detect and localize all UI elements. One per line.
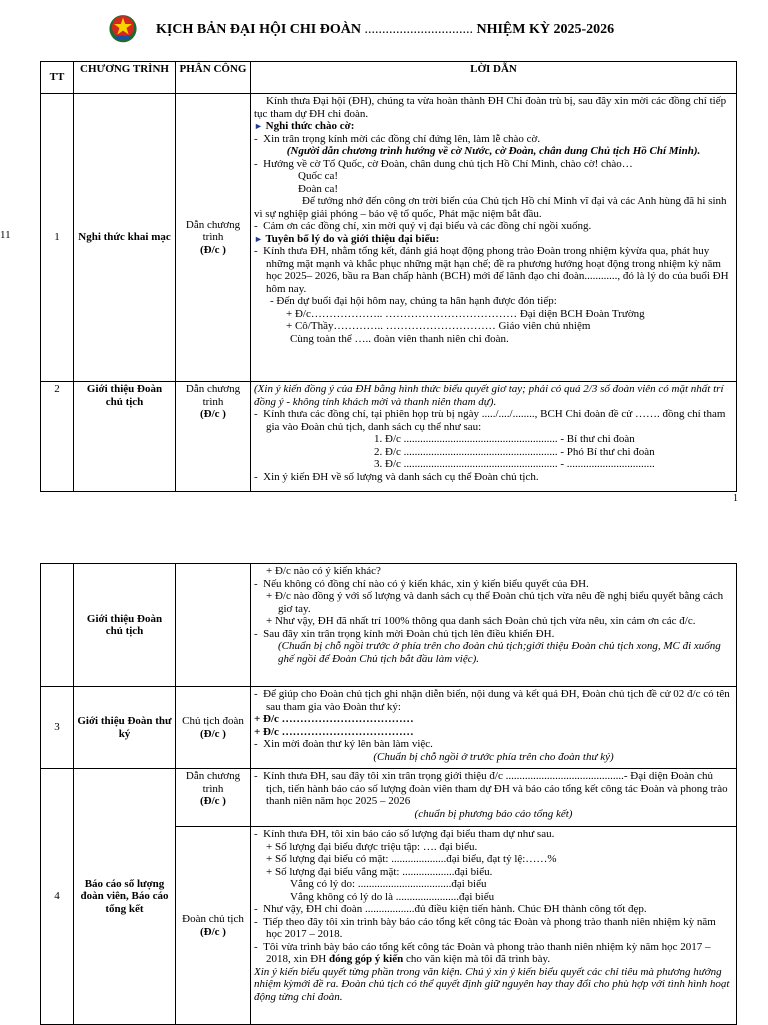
speech-line: - Như vậy, ĐH chi đoàn ..................đủ điều kiện tiến hành. Chúc ĐH thành công tốt đẹp. (254, 903, 647, 915)
role-assignee: (Đ/c ) (200, 243, 226, 256)
speech-line: Vắng có lý do: ..................................đại biểu (290, 878, 487, 890)
title-dots: ............................... (364, 22, 473, 37)
header-program: CHƯƠNG TRÌNH (74, 62, 176, 94)
row-tt: 2 (41, 382, 74, 492)
heading-text: Nghi thức chào cờ: (265, 120, 355, 132)
speech-line: - Kính thưa ĐH, sau đây tôi xin trân trọng giới thiệu đ/c ...........................................- Đại diện Đoàn chủ tịch, tiến hành báo cáo số lượng đoàn viên tham dự ĐH và báo cáo tổng kết công tác Đoàn và phong trào thanh niên năm học 2025 – 2026 (254, 770, 728, 807)
speech-line: Cùng toàn thể ….. đoàn viên thanh niên chi đoàn. (290, 332, 509, 345)
role-label: Dẫn chương trình (185, 218, 241, 244)
speech-line: + Đ/c……………….. ……………………………… Đại diện BCH Đoàn Trường (286, 307, 645, 320)
speech-note: (Người dẫn chương trình hướng về cờ Nước, cờ Đoàn, chân dung Chủ tịch Hồ Chí Minh). (286, 145, 701, 157)
speech-line: + Số lượng đại biểu được triệu tập: …. đại biểu. (266, 840, 478, 853)
header-tt: TT (41, 62, 74, 94)
speech-line: + Đ/c nào đồng ý với số lượng và danh sách cụ thể Đoàn chủ tịch vừa nêu đề nghị biểu quyết bằng cách giơ tay. (266, 590, 724, 615)
emphasis-text: đóng góp ý kiến (328, 953, 404, 965)
margin-number: 11 (0, 229, 11, 241)
arrow-bullet-icon: ► (254, 121, 263, 131)
speech-line: 3. Đ/c ........................................................ - ................................ (374, 458, 655, 470)
row-program: Giới thiệu Đoàn chủ tịch (74, 564, 176, 687)
speech-line: - Kính thưa các đồng chí, tại phiên họp trù bị ngày ...../..../........, BCH Chi đoàn đề cử ……. đồng chí tham gia vào Đoàn chủ tịch, danh sách cụ thể như sau: (254, 408, 726, 433)
role-label: Dẫn chương trình (185, 770, 241, 795)
row-role (176, 827, 251, 1025)
speech-line: 1. Đ/c ........................................................ - Bí thư chi đoàn (374, 433, 635, 445)
speech-line: + Số lượng đại biểu vắng mặt: ...................đại biểu. (266, 865, 493, 878)
row-role (176, 382, 251, 492)
speech-note: (Chuẩn bị chỗ ngồi trước ở phía trên cho đoàn chủ tịch;giới thiệu Đoàn chủ tịch xong, MC đi xuống ghế ngồi để Đoàn Chủ tịch bắt đầu làm việc). (278, 640, 721, 665)
speech-note: (Xin ý kiến đồng ý của ĐH bằng hình thức biểu quyết giơ tay; phải có quá 2/3 số đoàn viên có mặt nhất trí đồng ý - không tính khách mời và thanh niên tham dự). (254, 383, 724, 408)
row-tt: 1 (41, 94, 74, 382)
speech-note: Xin ý kiến biểu quyết từng phần trong văn kiện. Chú ý xin ý kiến biểu quyết các chỉ tiêu mà phương hướng nhiệm kỳmới đề ra. Đoàn chủ tịch có thể quyết định giữ nguyên hay thay đổi cho phù hợp với tình hình hoạt động từng chi đoàn. (254, 965, 730, 1003)
header-speech: LỜI DẪN (251, 62, 737, 94)
speech-line: - Sau đây xin trân trọng kính mời Đoàn chủ tịch lên điều khiển ĐH. (254, 627, 555, 640)
arrow-bullet-icon: ► (254, 233, 263, 244)
speech-note: (chuẩn bị phương báo cáo tổng kết) (414, 807, 573, 820)
row-role (176, 687, 251, 769)
title-right: NHIỆM KỲ 2025-2026 (476, 22, 615, 37)
row-speech (251, 687, 737, 769)
heading-text: Tuyên bố lý do và giới thiệu đại biểu: (265, 232, 440, 245)
speech-line: + Như vậy, ĐH đã nhất trí 100% thông qua danh sách Đoàn chủ tịch vừa nêu, xin cảm ơn các đ/c. (266, 615, 696, 627)
table-row (41, 564, 737, 687)
row-tt: 3 (41, 687, 74, 769)
role-assignee: (Đ/c ) (200, 727, 226, 740)
document-title (156, 22, 614, 38)
line-text: Như vậy, ĐH chi đoàn ..................đủ điều kiện tiến hành. Chúc ĐH thành công tốt đẹp. (263, 903, 647, 915)
speech-line: - Xin mời đoàn thư ký lên bàn làm việc. (254, 738, 433, 750)
speech-line: - Kính thưa ĐH, tôi xin báo cáo số lượng đại biểu tham dự như sau. (254, 828, 555, 840)
line-text: Xin ý kiến ĐH về số lượng và danh sách cụ thể Đoàn chủ tịch. (263, 470, 539, 483)
line-text: cho văn kiện mà tôi đã trình bày. (403, 953, 551, 965)
youth-union-emblem-icon (106, 10, 140, 44)
row-speech (251, 564, 737, 687)
role-assignee: (Đ/c ) (200, 925, 226, 938)
title-left: KỊCH BẢN ĐẠI HỘI CHI ĐOÀN (156, 22, 361, 37)
speech-line: - Nếu không có đồng chí nào có ý kiến khác, xin ý kiến biểu quyết của ĐH. (254, 577, 589, 590)
role-label: Dẫn chương trình (185, 383, 241, 408)
page-number: 1 (733, 493, 738, 504)
speech-line: - Tôi vừa trình bày báo cáo tổng kết công tác Đoàn và phong trào thanh niên nhiệm kỳ năm học 2017 – 2018, xin ĐH đóng góp ý kiến cho văn kiện mà tôi đã trình bày. (254, 940, 711, 965)
speech-line: Để tưởng nhớ đến công ơn trời biển của Chủ tịch Hồ chí Minh vĩ đại và các Anh hùng đã hi sinh vì sự nghiệp giải phóng – bảo vệ tổ quốc, Phát mặc niệm bắt đầu. (254, 195, 727, 220)
line-text: Cảm ơn các đồng chí, xin mời quý vị đại biểu và các đồng chí ngồi xuống. (263, 220, 592, 232)
row-tt: 4 (41, 769, 74, 1025)
row-speech (251, 827, 737, 1025)
role-label: Chủ tịch đoàn (182, 715, 244, 727)
script-table-page1 (40, 61, 737, 492)
row-speech (251, 94, 737, 382)
table-row (41, 769, 737, 827)
row-role (176, 94, 251, 382)
speech-line: - Xin trân trọng kính mời các đồng chí đứng lên, làm lễ chào cờ. (254, 132, 541, 145)
row-program: Báo cáo số lượng đoàn viên, Báo cáo tổng kết (74, 769, 176, 1025)
speech-line: - Kính thưa ĐH, nhằm tổng kết, đánh giá hoạt động phong trào Đoàn trong nhiệm kỳvừa qua, phát huy những mặt mạnh và khắc phục những mặt hạn chế; đề ra phương hướng hoạt động trong nhiệm kỳ năm học 2025– 2026, bầu ra Ban chấp hành (BCH) mới để lãnh đạo chi đoàn............, đó là lý do của buổi ĐH hôm nay. (254, 245, 729, 295)
line-text: Xin trân trọng kính mời các đồng chí đứng lên, làm lễ chào cờ. (263, 132, 541, 145)
line-text: Để giúp cho Đoàn chủ tịch ghi nhận diễn biến, nội dung và kết quả ĐH, Đoàn chủ tịch đề cử 02 đ/c có tên sau tham gia vào Đoàn thư ký: (263, 688, 730, 713)
speech-line: - Xin ý kiến ĐH về số lượng và danh sách cụ thể Đoàn chủ tịch. (254, 470, 539, 483)
table-row (41, 94, 737, 382)
speech-line: + Đ/c ……………………………… (254, 713, 414, 725)
row-role (176, 769, 251, 827)
speech-line: - Tiếp theo đây tôi xin trình bày báo cáo tổng kết công tác Đoàn và phong trào thanh niên nhiệm kỳ năm học 2017 – 2018. (254, 915, 716, 940)
role-assignee: (Đ/c ) (200, 795, 226, 807)
page-header (0, 8, 768, 48)
speech-note: (Chuẩn bị chỗ ngồi ở trước phía trên cho đoàn thư ký) (373, 750, 614, 763)
role-label: Đoàn chủ tịch (182, 913, 244, 925)
table-header-row (41, 62, 737, 94)
line-text: Tôi vừa trình bày báo cáo tổng kết công tác Đoàn và phong trào thanh niên nhiệm kỳ năm học 2017 – 2018, xin ĐH (263, 940, 711, 965)
line-text: Kính thưa ĐH, sau đây tôi xin trân trọng giới thiệu đ/c ...........................................- Đại diện Đoàn chủ tịch, tiến hành báo cáo số lượng đoàn viên tham dự ĐH và báo cáo tổng kết công tác Đoàn và phong trào thanh niên năm học 2025 – 2026 (263, 770, 728, 807)
speech-line: - Cảm ơn các đồng chí, xin mời quý vị đại biểu và các đồng chí ngồi xuống. (254, 220, 592, 232)
line-text: Sau đây xin trân trọng kính mời Đoàn chủ tịch lên điều khiển ĐH. (263, 627, 555, 640)
row-tt (41, 564, 74, 687)
speech-line: + Cô/Thầy………….. ………………………… Giáo viên chủ nhiệm (286, 320, 591, 332)
speech-line: - Hướng về cờ Tổ Quốc, cờ Đoàn, chân dung chủ tịch Hồ Chí Minh, chào cờ! chào… (254, 157, 633, 170)
speech-line: + Đ/c nào có ý kiến khác? (266, 565, 381, 577)
speech-line: Đoàn ca! (298, 182, 339, 195)
line-text: Hướng về cờ Tổ Quốc, cờ Đoàn, chân dung chủ tịch Hồ Chí Minh, chào cờ! chào… (263, 157, 633, 170)
row-role (176, 564, 251, 687)
row-speech (251, 382, 737, 492)
speech-line: + Số lượng đại biểu có mặt: ....................đại biểu, đạt tỷ lệ:……% (266, 853, 557, 865)
role-assignee: (Đ/c ) (200, 408, 226, 420)
header-role: PHÂN CÔNG (176, 62, 251, 94)
line-text: Xin mời đoàn thư ký lên bàn làm việc. (263, 738, 433, 750)
speech-line: Quốc ca! (298, 170, 339, 182)
line-text: Kính thưa ĐH, tôi xin báo cáo số lượng đại biểu tham dự như sau. (263, 828, 555, 840)
table-row (41, 687, 737, 769)
row-speech (251, 769, 737, 827)
speech-line: - Đến dự buổi đại hội hôm nay, chúng ta hân hạnh được đón tiếp: (270, 295, 557, 307)
speech-line: + Đ/c ……………………………… (254, 725, 414, 738)
line-text: Nếu không có đồng chí nào có ý kiến khác, xin ý kiến biểu quyết của ĐH. (263, 577, 589, 590)
row-program: Giới thiệu Đoàn chủ tịch (74, 382, 176, 492)
speech-line: Vắng không có lý do là .......................đại biểu (290, 890, 495, 903)
speech-heading (254, 233, 733, 246)
row-program: Nghi thức khai mạc (74, 94, 176, 382)
speech-heading (254, 120, 733, 133)
row-program: Giới thiệu Đoàn thư ký (74, 687, 176, 769)
speech-line: Kính thưa Đại hội (ĐH), chúng ta vừa hoàn thành ĐH Chi đoàn trù bị, sau đây xin mời các đồng chí tiếp tục tham dự ĐH chi đoàn. (254, 95, 727, 120)
speech-line: - Để giúp cho Đoàn chủ tịch ghi nhận diễn biến, nội dung và kết quả ĐH, Đoàn chủ tịch đề cử 02 đ/c có tên sau tham gia vào Đoàn thư ký: (254, 688, 730, 713)
table-row (41, 382, 737, 492)
script-table-page2 (40, 563, 737, 1025)
speech-line: 2. Đ/c ........................................................ - Phó Bí thư chi đoàn (374, 445, 655, 458)
line-text: Kính thưa ĐH, nhằm tổng kết, đánh giá hoạt động phong trào Đoàn trong nhiệm kỳvừa qua, phát huy những mặt mạnh và khắc phục những mặt hạn chế; đề ra phương hướng hoạt động trong nhiệm kỳ năm học 2025– 2026, bầu ra Ban chấp hành (BCH) mới để lãnh đạo chi đoàn............, đó là lý do của buổi ĐH hôm nay. (263, 245, 729, 295)
line-text: Tiếp theo đây tôi xin trình bày báo cáo tổng kết công tác Đoàn và phong trào thanh niên nhiệm kỳ năm học 2017 – 2018. (263, 915, 716, 940)
line-text: Kính thưa các đồng chí, tại phiên họp trù bị ngày ...../..../........, BCH Chi đoàn đề cử ……. đồng chí tham gia vào Đoàn chủ tịch, danh sách cụ thể như sau: (263, 408, 726, 433)
